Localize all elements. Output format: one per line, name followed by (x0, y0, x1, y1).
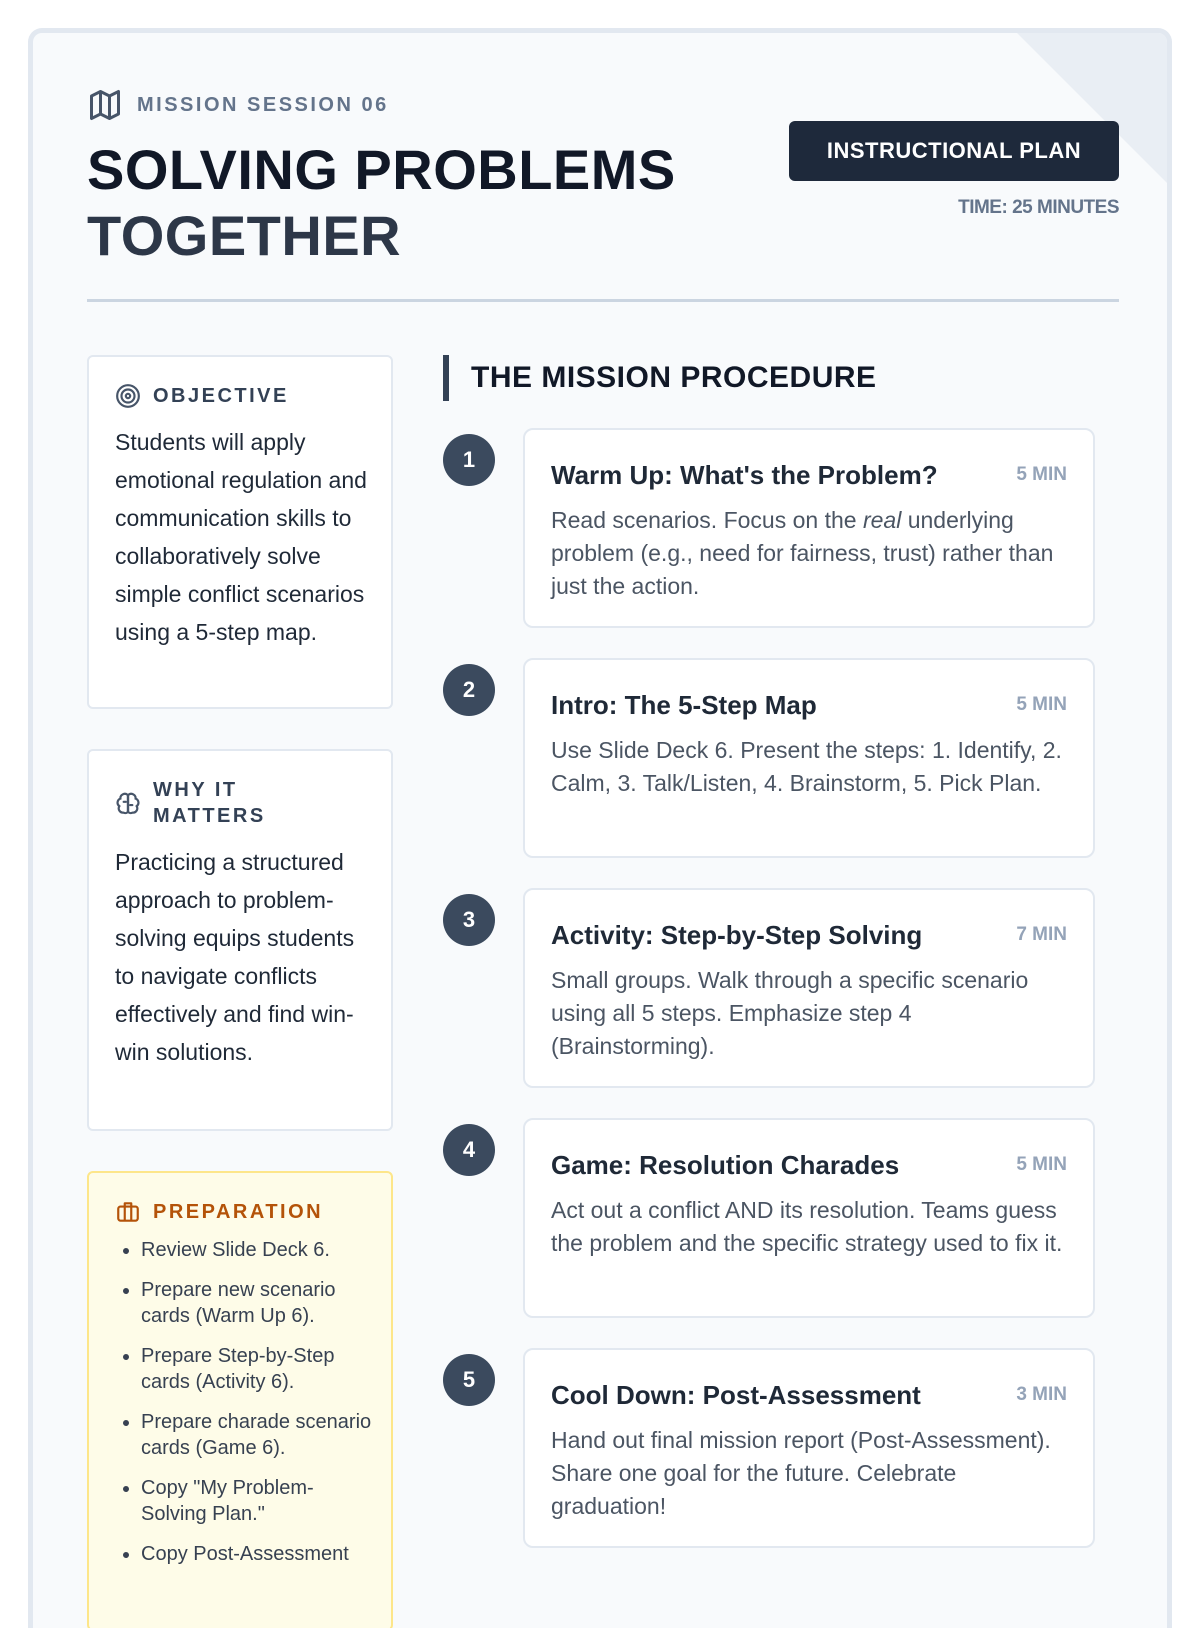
preparation-title: PREPARATION (153, 1201, 324, 1223)
step-card (523, 428, 1095, 628)
prep-item: • Copy "My Problem-Solving Plan." (141, 1475, 375, 1527)
prep-item: • Prepare charade scenario cards (Game 6). (141, 1409, 375, 1461)
map-icon (87, 87, 123, 123)
step-duration: 5 MIN (1016, 464, 1067, 485)
step-description: Hand out final mission report (Post-Assessment). Share one goal for the future. Celebrate graduation! (551, 1427, 1051, 1519)
header (87, 87, 1119, 269)
why-header (115, 777, 355, 829)
session-label: MISSION SESSION 06 (137, 93, 389, 116)
title-line-2: TOGETHER (87, 204, 402, 267)
session-kicker (87, 87, 1119, 123)
step-title: Cool Down: Post-Assessment (551, 1380, 921, 1410)
briefcase-icon (115, 1199, 141, 1225)
step-number: 4 (443, 1124, 495, 1176)
objective-title: OBJECTIVE (153, 385, 289, 407)
header-divider (87, 299, 1119, 302)
step-description: Act out a conflict AND its resolution. Teams guess the problem and the specific strategy used to fix it. (551, 1197, 1063, 1256)
step-card (523, 658, 1095, 858)
step-number: 2 (443, 664, 495, 716)
step-desc-part: Read scenarios. Focus on the (551, 507, 863, 533)
step-title: Game: Resolution Charades (551, 1150, 900, 1180)
why-it-matters-card (87, 749, 393, 1131)
preparation-header (115, 1199, 323, 1225)
objective-header (115, 383, 289, 409)
title-line-1: SOLVING PROBLEMS (87, 138, 676, 201)
lesson-plan-page (28, 28, 1172, 1628)
prep-item: • Review Slide Deck 6. (141, 1237, 375, 1263)
procedure-heading: THE MISSION PROCEDURE (443, 355, 877, 401)
step-desc-part: underlying problem (e.g., need for fairness, trust) rather than just the action. (551, 507, 1054, 599)
prep-item: • Copy Post-Assessment (141, 1541, 375, 1567)
step-card (523, 1118, 1095, 1318)
step-card (523, 1348, 1095, 1548)
step-number: 5 (443, 1354, 495, 1406)
preparation-card (87, 1171, 393, 1628)
step-duration: 3 MIN (1016, 1384, 1067, 1405)
instructional-plan-badge: INSTRUCTIONAL PLAN (789, 121, 1119, 181)
step-desc-emphasis: real (862, 507, 902, 533)
step-duration: 7 MIN (1016, 924, 1067, 945)
why-text: Practicing a structured approach to problem-solving equips students to navigate conflicts effectively and find win-win solutions. (115, 849, 355, 1065)
why-title: WHY IT MATTERS (153, 779, 266, 827)
step-number: 1 (443, 434, 495, 486)
step-card (523, 888, 1095, 1088)
step-title: Intro: The 5-Step Map (551, 690, 817, 720)
page-title (87, 137, 787, 269)
preparation-list (115, 1237, 375, 1581)
step-description: Small groups. Walk through a specific scenario using all 5 steps. Emphasize step 4 (Brainstorming). (551, 967, 1029, 1059)
step-description (551, 504, 1063, 603)
prep-item: • Prepare new scenario cards (Warm Up 6). (141, 1277, 375, 1329)
step-title: Activity: Step-by-Step Solving (551, 920, 923, 950)
step-title: Warm Up: What's the Problem? (551, 460, 938, 490)
objective-card (87, 355, 393, 709)
step-number: 3 (443, 894, 495, 946)
step-duration: 5 MIN (1016, 1154, 1067, 1175)
step-description: Use Slide Deck 6. Present the steps: 1. Identify, 2. Calm, 3. Talk/Listen, 4. Brainstorm, 5. Pick Plan. (551, 737, 1062, 796)
step-duration: 5 MIN (1016, 694, 1067, 715)
prep-item: • Prepare Step-by-Step cards (Activity 6). (141, 1343, 375, 1395)
target-icon (115, 383, 141, 409)
brain-icon (115, 791, 141, 817)
objective-text: Students will apply emotional regulation and communication skills to collaboratively solve simple conflict scenarios using a 5-step map. (115, 429, 367, 645)
session-time: TIME: 25 MINUTES (958, 197, 1119, 218)
